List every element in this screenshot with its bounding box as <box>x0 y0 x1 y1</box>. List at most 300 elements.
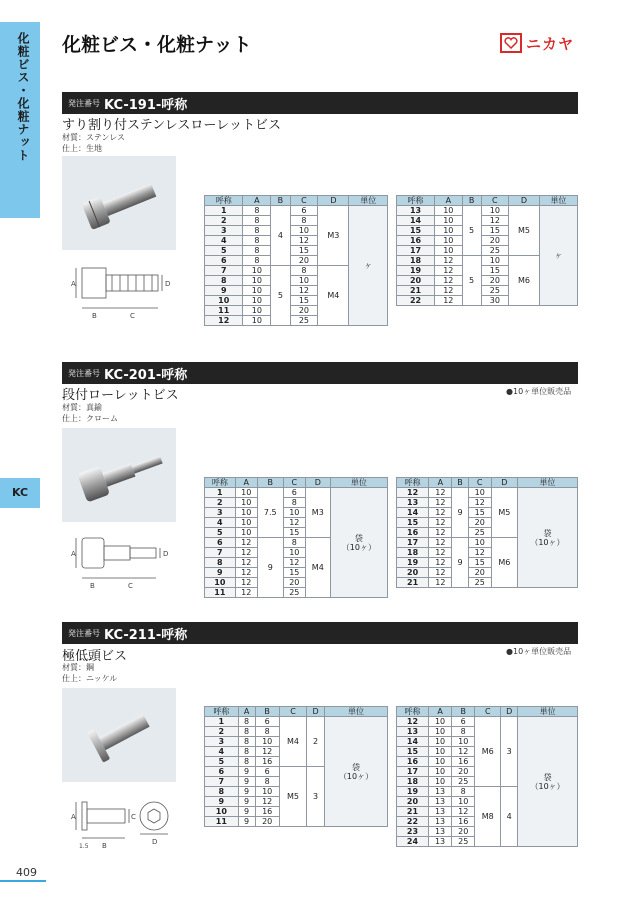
table-cell: 25 <box>283 588 305 598</box>
table-cell: 22 <box>397 296 435 306</box>
table-cell: 2 <box>205 727 239 737</box>
col-header: 単位 <box>518 707 578 717</box>
table-cell: 8 <box>238 737 255 747</box>
table-cell: 8 <box>243 216 271 226</box>
table-cell: 16 <box>397 528 429 538</box>
finish: 仕上：クローム <box>62 414 118 423</box>
table-cell: 13 <box>429 807 452 817</box>
table-cell: M5 <box>491 488 517 538</box>
order-code: KC-211-呼称 <box>104 627 188 643</box>
col-header: B <box>452 707 475 717</box>
table-cell: 15 <box>468 558 491 568</box>
table-cell: 3 <box>205 226 243 236</box>
table-cell: 13 <box>429 817 452 827</box>
table-cell: 13 <box>429 787 452 797</box>
footer-rule <box>0 880 46 882</box>
col-header: D <box>318 196 349 206</box>
table-cell: 3 <box>205 508 236 518</box>
table-cell: 10 <box>429 747 452 757</box>
table-cell: 10 <box>429 727 452 737</box>
table-cell: 12 <box>283 518 305 528</box>
table-cell: 8 <box>243 206 271 216</box>
table-cell: 20 <box>290 256 318 266</box>
table-cell: 6 <box>205 538 236 548</box>
table-cell: 5 <box>205 528 236 538</box>
table-cell: 12 <box>397 717 429 727</box>
col-header: A <box>429 707 452 717</box>
table-cell: 12 <box>429 528 452 538</box>
table-cell: 10 <box>205 807 239 817</box>
table-cell: 16 <box>255 807 279 817</box>
dim-a: A <box>71 813 76 821</box>
table-cell: 21 <box>397 807 429 817</box>
table-cell: 9 <box>257 538 283 598</box>
table-cell: 9 <box>238 807 255 817</box>
col-header: B <box>452 478 468 488</box>
table-cell: 10 <box>235 508 257 518</box>
table-cell: 25 <box>452 777 475 787</box>
table-cell: 10 <box>435 226 463 236</box>
table-cell: 12 <box>205 316 243 326</box>
table-cell: 9 <box>452 538 468 588</box>
table-cell: 15 <box>290 246 318 256</box>
dim-c: C <box>128 582 133 590</box>
table-cell: 袋 （10ヶ） <box>518 717 578 847</box>
table-cell: M3 <box>318 206 349 266</box>
dim-b: B <box>92 312 97 320</box>
col-header: 単位 <box>330 478 387 488</box>
table-cell: M6 <box>491 538 517 588</box>
table-cell: 11 <box>205 588 236 598</box>
table-cell: 7 <box>205 548 236 558</box>
table-cell: 7 <box>205 266 243 276</box>
table-cell: 20 <box>452 827 475 837</box>
dim-d: D <box>152 838 158 846</box>
table-cell: 17 <box>397 538 429 548</box>
table-cell: 13 <box>397 206 435 216</box>
table-cell: 10 <box>255 787 279 797</box>
table-cell: 20 <box>468 518 491 528</box>
brand-logo <box>500 32 574 54</box>
spec-table <box>204 477 388 598</box>
table-row <box>397 717 578 727</box>
table-cell: 12 <box>435 276 463 286</box>
table-cell: 12 <box>283 558 305 568</box>
table-cell: 10 <box>435 246 463 256</box>
table-cell: ヶ <box>539 206 577 306</box>
col-header: A <box>435 196 463 206</box>
table-cell: 9 <box>238 817 255 827</box>
table-cell: 10 <box>290 226 318 236</box>
material: 材質：真鍮 <box>62 403 102 412</box>
table-cell: 25 <box>452 837 475 847</box>
table-cell: 17 <box>397 246 435 256</box>
table-cell: 10 <box>429 737 452 747</box>
table-cell: 15 <box>283 528 305 538</box>
table-cell: 12 <box>235 558 257 568</box>
table-cell: 12 <box>429 568 452 578</box>
col-header: 単位 <box>349 196 388 206</box>
table-cell: 5 <box>271 266 290 326</box>
table-cell: 15 <box>290 296 318 306</box>
dim-c: C <box>130 312 135 320</box>
table-cell: 10 <box>243 286 271 296</box>
dimension-drawing <box>62 262 178 328</box>
table-cell: 14 <box>397 737 429 747</box>
table-cell: 2 <box>205 216 243 226</box>
table-cell: 12 <box>435 286 463 296</box>
spec-table <box>396 195 578 306</box>
finish: 仕上：ニッケル <box>62 674 118 683</box>
table-cell: 6 <box>255 717 279 727</box>
table-cell: 10 <box>243 306 271 316</box>
table-cell: 4 <box>205 518 236 528</box>
section-header <box>62 92 578 114</box>
table-cell: 8 <box>255 777 279 787</box>
spec-table <box>204 195 388 326</box>
table-cell: 15 <box>397 226 435 236</box>
table-cell: M5 <box>279 767 306 827</box>
table-cell: 19 <box>397 787 429 797</box>
table-cell: 袋 （10ヶ） <box>517 488 577 588</box>
table-cell: 12 <box>235 548 257 558</box>
table-cell: M8 <box>475 787 501 847</box>
table-cell: 19 <box>397 266 435 276</box>
table-cell: 12 <box>452 747 475 757</box>
table-cell: 10 <box>283 548 305 558</box>
table-cell: 10 <box>255 737 279 747</box>
table-cell: 1 <box>205 717 239 727</box>
section-header <box>62 622 578 644</box>
col-header: C <box>283 478 305 488</box>
table-cell: 9 <box>205 568 236 578</box>
table-row <box>397 488 578 498</box>
table-cell: 25 <box>481 286 509 296</box>
table-cell: 12 <box>435 296 463 306</box>
table-cell: 12 <box>435 266 463 276</box>
table-cell: 11 <box>205 817 239 827</box>
table-cell: 12 <box>429 508 452 518</box>
table-cell: 1 <box>205 488 236 498</box>
table-cell: 13 <box>429 837 452 847</box>
table-cell: 24 <box>397 837 429 847</box>
table-cell: 6 <box>205 256 243 266</box>
table-cell: 12 <box>429 548 452 558</box>
col-header: C <box>481 196 509 206</box>
table-cell: 12 <box>468 498 491 508</box>
table-cell: 3 <box>307 767 325 827</box>
table-cell: 15 <box>397 518 429 528</box>
table-cell: 10 <box>452 797 475 807</box>
col-header: D <box>509 196 540 206</box>
table-cell: 10 <box>435 206 463 216</box>
table-cell: 20 <box>283 578 305 588</box>
table-cell: 8 <box>283 498 305 508</box>
table-cell: 20 <box>255 817 279 827</box>
table-cell: 12 <box>429 538 452 548</box>
table-cell: 12 <box>429 488 452 498</box>
order-label: 発注番号 <box>68 98 100 108</box>
table-cell: M4 <box>305 538 330 598</box>
table-cell: 2 <box>307 717 325 767</box>
table-cell: 25 <box>290 316 318 326</box>
col-header: 呼称 <box>397 196 435 206</box>
order-code: KC-191-呼称 <box>104 97 188 113</box>
table-cell: 7 <box>205 777 239 787</box>
col-header: 呼称 <box>397 478 429 488</box>
table-cell: 5 <box>462 206 481 256</box>
order-label: 発注番号 <box>68 368 100 378</box>
table-cell: 10 <box>468 488 491 498</box>
table-cell: M6 <box>509 256 540 306</box>
table-cell: 14 <box>397 508 429 518</box>
dim-a: A <box>71 550 76 558</box>
heart-icon <box>500 33 522 53</box>
table-cell: 8 <box>290 216 318 226</box>
table-cell: 25 <box>468 578 491 588</box>
col-header: C <box>475 707 501 717</box>
table-cell: 18 <box>397 548 429 558</box>
table-cell: 20 <box>481 236 509 246</box>
dim-c: C <box>131 813 136 821</box>
table-cell: 10 <box>429 767 452 777</box>
table-cell: 12 <box>235 588 257 598</box>
col-header: D <box>307 707 325 717</box>
col-header: C <box>468 478 491 488</box>
spec-table <box>396 477 578 588</box>
section-header <box>62 362 578 384</box>
table-cell: 12 <box>235 538 257 548</box>
table-row <box>205 206 388 216</box>
table-cell: 20 <box>468 568 491 578</box>
dim-d: D <box>165 280 171 288</box>
dim-head-thickness: 1.5 <box>79 843 89 850</box>
table-cell: M5 <box>509 206 540 256</box>
table-cell: 25 <box>468 528 491 538</box>
table-cell: 2 <box>205 498 236 508</box>
table-cell: 12 <box>481 216 509 226</box>
col-header: 呼称 <box>397 707 429 717</box>
order-code: KC-201-呼称 <box>104 367 188 383</box>
product-name: 極低頭ビス <box>62 649 128 664</box>
material: 材質：ステンレス <box>62 133 125 142</box>
table-cell: 10 <box>290 276 318 286</box>
table-cell: 5 <box>205 757 239 767</box>
table-cell: 4 <box>501 787 518 847</box>
table-cell: 12 <box>290 236 318 246</box>
table-cell: 8 <box>205 558 236 568</box>
table-cell: 13 <box>429 797 452 807</box>
table-cell: 12 <box>235 568 257 578</box>
table-cell: 16 <box>452 757 475 767</box>
table-cell: 23 <box>397 827 429 837</box>
table-cell: 6 <box>283 488 305 498</box>
table-cell: 9 <box>205 286 243 296</box>
table-cell: 袋 （10ヶ） <box>325 717 388 827</box>
table-cell: 8 <box>290 266 318 276</box>
table-cell: 21 <box>397 578 429 588</box>
side-tag: KC <box>0 478 40 508</box>
table-cell: 10 <box>243 266 271 276</box>
table-cell: 8 <box>238 727 255 737</box>
product-photo <box>62 156 176 250</box>
table-cell: 12 <box>429 558 452 568</box>
table-cell: 10 <box>429 717 452 727</box>
side-title: 化粧ビス・化粧ナット <box>16 32 30 162</box>
table-cell: 30 <box>481 296 509 306</box>
table-cell: 10 <box>435 216 463 226</box>
table-row <box>397 206 578 216</box>
table-cell: 21 <box>397 286 435 296</box>
col-header: D <box>501 707 518 717</box>
table-cell: ヶ <box>349 206 388 326</box>
page-title: 化粧ビス・化粧ナット <box>62 34 252 56</box>
table-cell: 10 <box>468 538 491 548</box>
page-number: 409 <box>16 866 37 879</box>
col-header: B <box>271 196 290 206</box>
table-cell: 1 <box>205 206 243 216</box>
col-header: B <box>255 707 279 717</box>
table-cell: 10 <box>235 488 257 498</box>
table-cell: 15 <box>283 568 305 578</box>
table-cell: 6 <box>290 206 318 216</box>
finish: 仕上：生地 <box>62 144 102 153</box>
table-cell: 8 <box>255 727 279 737</box>
table-cell: 6 <box>205 767 239 777</box>
table-cell: 20 <box>397 276 435 286</box>
table-cell: 8 <box>238 717 255 727</box>
table-cell: 16 <box>397 236 435 246</box>
table-cell: 10 <box>243 276 271 286</box>
table-cell: 20 <box>452 767 475 777</box>
table-cell: 16 <box>255 757 279 767</box>
table-cell: M6 <box>475 717 501 787</box>
table-cell: 15 <box>397 747 429 757</box>
table-cell: 8 <box>243 256 271 266</box>
table-cell: 10 <box>235 498 257 508</box>
table-cell: 10 <box>235 528 257 538</box>
table-cell: 20 <box>481 276 509 286</box>
dim-b: B <box>90 582 95 590</box>
table-cell: 13 <box>397 727 429 737</box>
table-cell: 8 <box>238 747 255 757</box>
table-cell: 18 <box>397 777 429 787</box>
table-cell: 12 <box>255 747 279 757</box>
table-cell: 17 <box>397 767 429 777</box>
col-header: 呼称 <box>205 478 236 488</box>
col-header: 単位 <box>517 478 577 488</box>
table-cell: 9 <box>205 797 239 807</box>
table-cell: 12 <box>290 286 318 296</box>
sales-note: ●10ヶ単位販売品 <box>506 387 572 396</box>
table-cell: 14 <box>397 216 435 226</box>
col-header: C <box>279 707 306 717</box>
table-cell: 10 <box>481 206 509 216</box>
table-cell: 8 <box>243 236 271 246</box>
table-cell: 8 <box>452 787 475 797</box>
table-cell: 12 <box>429 518 452 528</box>
table-cell: 12 <box>435 256 463 266</box>
col-header: A <box>238 707 255 717</box>
product-photo <box>62 688 176 782</box>
table-cell: 13 <box>397 498 429 508</box>
table-cell: 8 <box>205 276 243 286</box>
table-cell: 20 <box>397 568 429 578</box>
table-cell: 15 <box>481 266 509 276</box>
table-cell: 12 <box>397 488 429 498</box>
table-cell: 7.5 <box>257 488 283 538</box>
table-cell: 20 <box>290 306 318 316</box>
dim-a: A <box>71 280 76 288</box>
col-header: B <box>462 196 481 206</box>
dim-d: D <box>163 550 169 558</box>
table-cell: 12 <box>429 578 452 588</box>
table-cell: 6 <box>255 767 279 777</box>
table-cell: 20 <box>397 797 429 807</box>
table-cell: 9 <box>238 777 255 787</box>
table-cell: M3 <box>305 488 330 538</box>
table-cell: 3 <box>501 717 518 787</box>
spec-table <box>204 706 388 827</box>
product-name: すり割り付ステンレスローレットビス <box>62 118 281 133</box>
table-cell: 25 <box>481 246 509 256</box>
table-cell: 10 <box>205 578 236 588</box>
product-photo <box>62 428 176 522</box>
col-header: 単位 <box>539 196 577 206</box>
col-header: 呼称 <box>205 707 239 717</box>
table-cell: 11 <box>205 306 243 316</box>
order-label: 発注番号 <box>68 628 100 638</box>
table-cell: 10 <box>481 256 509 266</box>
table-cell: 9 <box>238 767 255 777</box>
table-cell: 10 <box>435 236 463 246</box>
table-cell: 8 <box>205 787 239 797</box>
col-header: D <box>491 478 517 488</box>
table-cell: 4 <box>205 747 239 757</box>
table-row <box>205 717 388 727</box>
table-cell: 12 <box>468 548 491 558</box>
table-cell: 13 <box>429 827 452 837</box>
dimension-drawing <box>62 530 178 596</box>
table-cell: 18 <box>397 256 435 266</box>
table-cell: 9 <box>238 797 255 807</box>
col-header: C <box>290 196 318 206</box>
table-cell: 12 <box>429 498 452 508</box>
sales-note: ●10ヶ単位販売品 <box>506 647 572 656</box>
table-cell: 10 <box>452 737 475 747</box>
brand-name: ニカヤ <box>526 34 575 53</box>
table-cell: 12 <box>235 578 257 588</box>
table-cell: 10 <box>429 777 452 787</box>
table-cell: 9 <box>238 787 255 797</box>
table-cell: 10 <box>283 508 305 518</box>
table-cell: 12 <box>452 807 475 817</box>
table-cell: 8 <box>243 246 271 256</box>
table-cell: M4 <box>279 717 306 767</box>
table-cell: 10 <box>243 316 271 326</box>
table-cell: 4 <box>205 236 243 246</box>
table-cell: 5 <box>205 246 243 256</box>
table-cell: 19 <box>397 558 429 568</box>
table-cell: 10 <box>429 757 452 767</box>
col-header: B <box>257 478 283 488</box>
col-header: A <box>235 478 257 488</box>
table-cell: 4 <box>271 206 290 266</box>
table-row <box>205 488 388 498</box>
material: 材質：鋼 <box>62 663 94 672</box>
table-cell: 15 <box>468 508 491 518</box>
table-cell: 22 <box>397 817 429 827</box>
